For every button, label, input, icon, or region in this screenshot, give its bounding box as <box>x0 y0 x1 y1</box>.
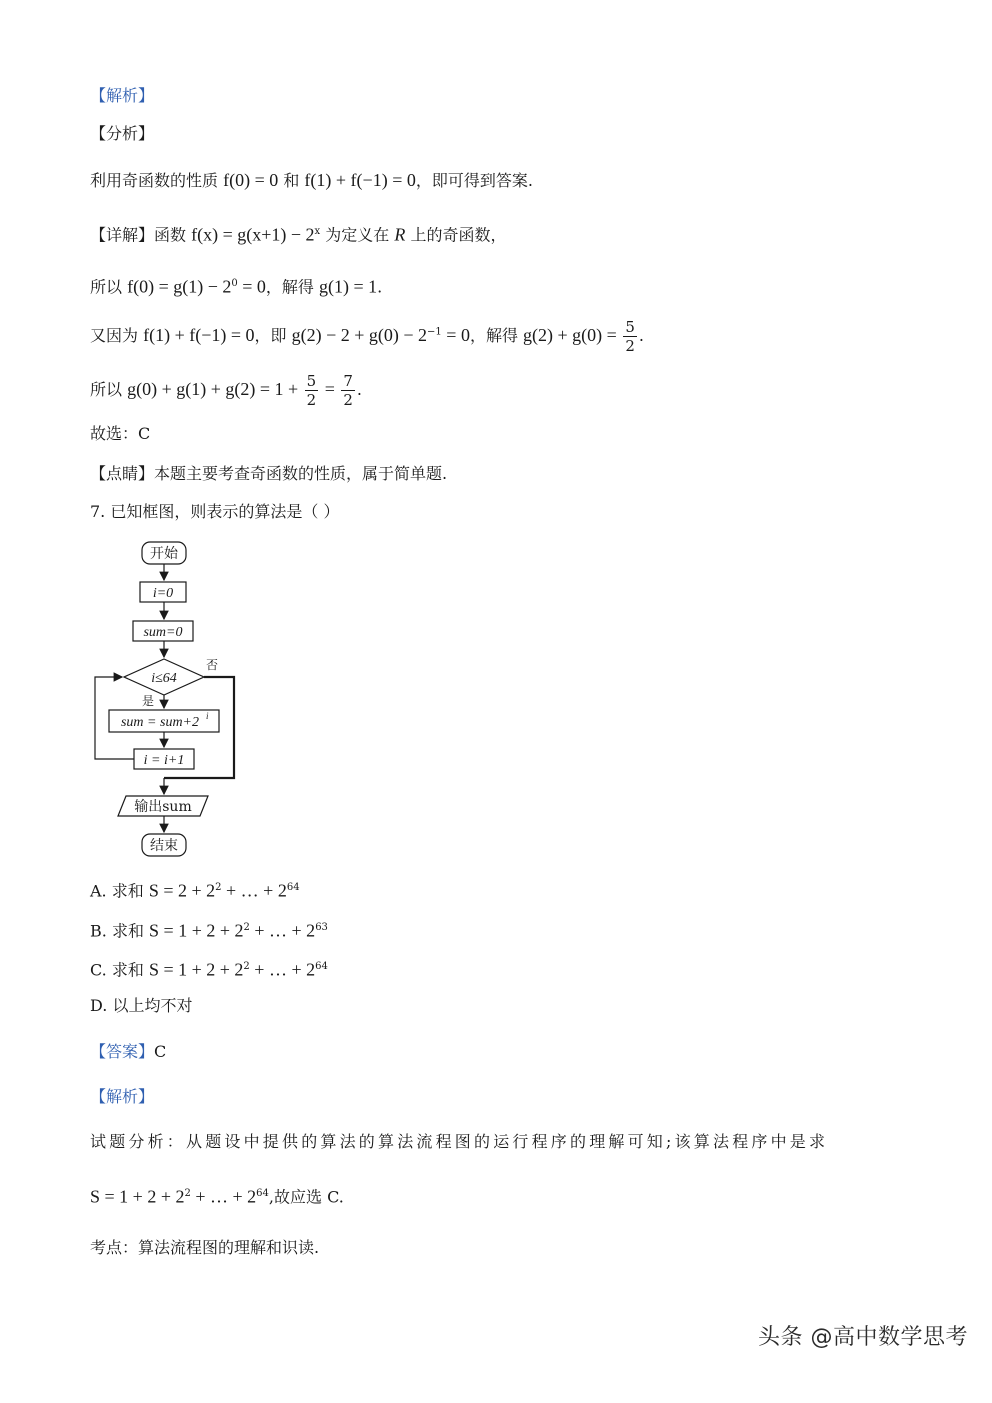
fenxi-label: 【分析】 <box>90 124 155 143</box>
fraction-denominator: 2 <box>625 337 635 355</box>
analysis-expr: + … + 2 <box>190 1186 257 1207</box>
analysis-exponent: 64 <box>256 1188 269 1199</box>
yes-branch-label: 是 <box>142 694 155 708</box>
end-label: 结束 <box>150 838 178 854</box>
xiangjie-text: 为定义在 <box>320 225 395 245</box>
step1-exponent: 0 <box>231 278 238 289</box>
fenxi-expr-odd-sum: f(1) + f(−1) = 0 <box>304 170 416 190</box>
guxuan-line: 故选：C <box>90 424 151 443</box>
step3-period: . <box>356 380 363 399</box>
xiangjie-text: 函数 <box>154 225 192 245</box>
option-letter: C. <box>90 960 107 980</box>
fraction-numerator: 5 <box>306 372 317 390</box>
analysis-expr: S = 1 + 2 + 2 <box>90 1186 185 1207</box>
step2-expr: f(1) + f(−1) = 0 <box>143 325 255 345</box>
analysis-line: 试题分析：从题设中提供的算法的算法流程图的运行程序的理解可知;该算法程序中是求 <box>90 1132 829 1151</box>
option-c <box>90 955 328 982</box>
option-exponent: 2 <box>215 882 222 893</box>
step2-expr: = 0 <box>441 325 470 345</box>
option-expr: S = 1 + 2 + 2 <box>149 920 244 941</box>
step1-line <box>90 272 382 299</box>
option-b <box>90 916 328 943</box>
dianjing-label: 【点睛】 <box>90 464 155 483</box>
algorithm-flowchart <box>90 535 250 865</box>
option-letter: B. <box>90 921 107 941</box>
analysis-formula-line <box>90 1182 344 1209</box>
step2-exponent: −1 <box>427 326 442 338</box>
option-exponent: 64 <box>315 961 328 972</box>
init-sum-label: sum=0 <box>143 625 183 640</box>
answer-label: 【答案】 <box>90 1042 155 1061</box>
step2-text: ，即 <box>254 326 292 345</box>
accumulate-exponent: i <box>206 711 209 721</box>
step2-expr: g(2) − 2 + g(0) − 2 <box>291 325 428 345</box>
xiangjie-function-expr: f(x) = g(x+1) − 2 <box>191 224 315 245</box>
option-d <box>90 994 192 1018</box>
jiexi-label: 【解析】 <box>90 86 155 105</box>
option-exponent: 64 <box>286 882 300 893</box>
fenxi-text: 和 <box>278 171 305 190</box>
option-text: 求和 <box>111 960 149 980</box>
step2-text: 又因为 <box>90 326 144 345</box>
step3-line <box>90 372 362 409</box>
step1-text: 所以 <box>90 277 128 297</box>
step1-period: . <box>377 277 383 297</box>
fraction-numerator: 5 <box>625 318 635 336</box>
fraction-numerator: 7 <box>343 372 353 390</box>
answer-line <box>90 1040 166 1064</box>
step2-text: ，解得 <box>469 326 524 345</box>
option-letter: A. <box>90 881 107 901</box>
option-letter: D. <box>90 996 108 1015</box>
dianjing-line <box>90 462 447 486</box>
step3-text: 所以 <box>90 380 128 399</box>
init-i-label: i=0 <box>152 586 174 601</box>
step2-line <box>90 318 644 355</box>
analysis-tail: ,故应选 C. <box>268 1187 344 1207</box>
fenxi-line <box>90 168 533 193</box>
xiangjie-text: 上的奇函数， <box>405 225 507 245</box>
xiangjie-exponent: x <box>314 226 321 237</box>
option-text: 以上均不对 <box>112 996 193 1015</box>
option-text: 求和 <box>111 921 150 941</box>
step2-period: . <box>638 326 644 345</box>
increment-label: i = i+1 <box>143 753 185 768</box>
fraction-denominator: 2 <box>306 391 317 409</box>
dianjing-text: 本题主要考查奇函数的性质，属于简单题. <box>154 464 448 483</box>
xiangjie-line <box>90 220 506 247</box>
analysis-exponent: 2 <box>184 1188 191 1199</box>
option-expr: S = 1 + 2 + 2 <box>148 959 244 980</box>
option-exponent: 2 <box>243 922 250 933</box>
option-expr: S = 2 + 2 <box>148 880 216 901</box>
output-label: 输出sum <box>134 799 192 815</box>
accumulate-label: sum = sum+2 <box>120 715 200 730</box>
option-expr: + … + 2 <box>249 920 316 941</box>
no-branch-label: 否 <box>206 658 219 672</box>
question-7-stem: 7. 已知框图，则表示的算法是（ ） <box>90 502 340 521</box>
step1-result: g(1) = 1 <box>319 276 378 297</box>
xiangjie-label: 【详解】 <box>90 225 155 245</box>
xiangjie-domain-R: R <box>394 224 406 245</box>
option-expr: + … + 2 <box>221 880 287 901</box>
fenxi-text: 利用奇函数的性质 <box>90 171 224 190</box>
fraction-denominator: 2 <box>343 391 353 409</box>
kaodian-line: 考点：算法流程图的理解和识读. <box>90 1238 320 1257</box>
step1-expr: f(0) = g(1) − 2 <box>127 276 232 297</box>
option-text: 求和 <box>111 881 149 901</box>
step1-text: ，解得 <box>265 277 319 297</box>
option-exponent: 63 <box>315 922 328 933</box>
option-exponent: 2 <box>243 961 250 972</box>
step2-fraction <box>623 318 637 355</box>
step3-equals: = <box>320 379 340 399</box>
fenxi-text: ，即可得到答案. <box>415 171 533 190</box>
step1-expr: = 0 <box>237 276 266 297</box>
step3-fraction <box>341 372 355 409</box>
answer-value: C <box>154 1042 167 1061</box>
step3-expr: g(0) + g(1) + g(2) = 1 + <box>127 379 303 399</box>
step2-expr: g(2) + g(0) = <box>523 325 622 345</box>
condition-label: i≤64 <box>151 671 177 686</box>
jiexi-label-q7: 【解析】 <box>90 1087 155 1106</box>
option-a <box>90 876 300 903</box>
watermark: 头条 @高中数学思考 <box>758 1325 968 1350</box>
option-expr: + … + 2 <box>249 959 316 980</box>
fenxi-expr-odd-zero: f(0) = 0 <box>223 170 279 190</box>
start-label: 开始 <box>150 546 178 562</box>
step3-fraction <box>305 372 319 409</box>
